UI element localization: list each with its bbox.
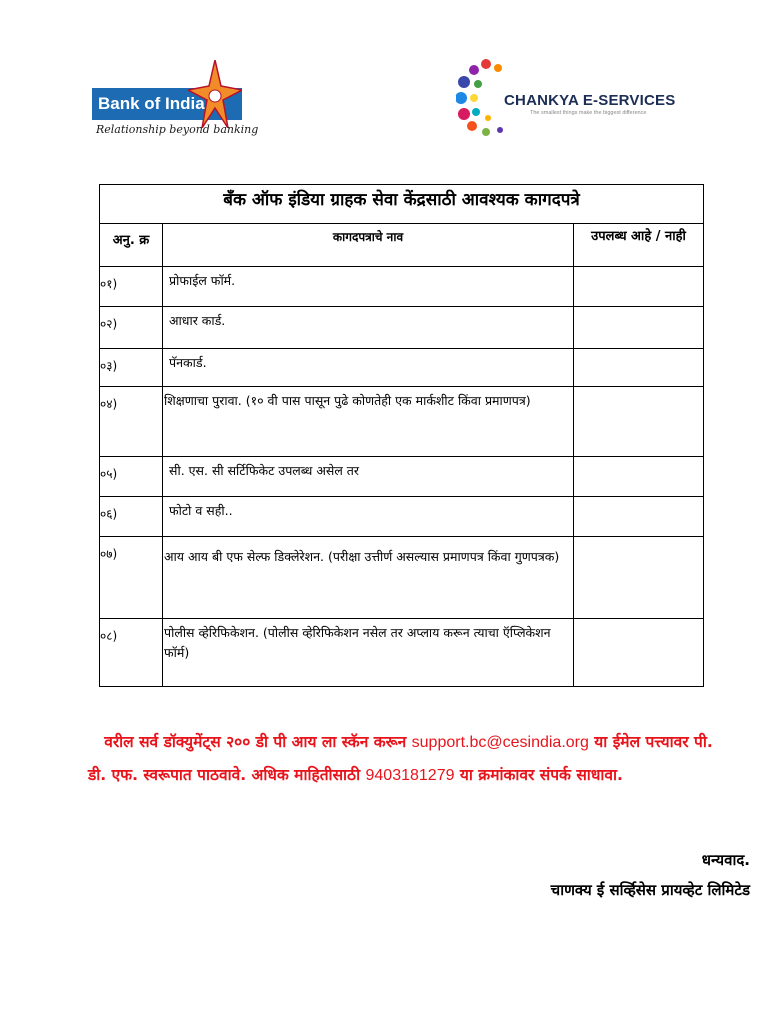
table-row <box>100 387 704 457</box>
support-email[interactable]: support.bc@cesindia.org <box>411 734 589 751</box>
row-document-name: शिक्षणाचा पुरावा. (१० वी पास पासून पुढे कोणतेही एक मार्कशीट किंवा प्रमाणपत्र) <box>163 387 574 457</box>
note-part1: वरील सर्व डॉक्युमेंट्स २०० डी पी आय ला स्कॅन करून <box>104 733 407 751</box>
note-part2: या ईमेल पत्त्यावर पी. डी. एफ. स्वरूपात पाठवावे. अधिक माहितीसाठी <box>88 733 713 784</box>
table-row <box>100 349 704 387</box>
row-serial: ०७) <box>100 537 163 619</box>
row-serial: ०२) <box>100 307 163 349</box>
header-serial: अनु. क्र <box>100 224 163 267</box>
row-availability-cell[interactable] <box>574 497 704 537</box>
row-availability-cell[interactable] <box>574 537 704 619</box>
row-availability-cell[interactable] <box>574 619 704 687</box>
row-serial: ०१) <box>100 267 163 307</box>
boi-tagline: Relationship beyond banking <box>96 123 259 136</box>
company-name: चाणक्य ई सर्व्हिसेस प्रायव्हेट लिमिटेड <box>550 881 750 899</box>
row-document-name: आय आय बी एफ सेल्फ डिक्लेरेशन. (परीक्षा उत्तीर्ण असल्यास प्रमाणपत्र किंवा गुणपत्रक) <box>163 537 574 619</box>
row-availability-cell[interactable] <box>574 349 704 387</box>
chankya-logo-name: CHANKYA E-SERVICES <box>504 92 676 109</box>
row-document-name: पोलीस व्हेरिफिकेशन. (पोलीस व्हेरिफिकेशन नसेल तर अप्लाय करून त्याचा ऍप्लिकेशन फॉर्म) <box>163 619 574 687</box>
row-serial: ०४) <box>100 387 163 457</box>
row-availability-cell[interactable] <box>574 387 704 457</box>
row-serial: ०३) <box>100 349 163 387</box>
thanks-text: धन्यवाद. <box>701 851 750 869</box>
row-document-name: सी. एस. सी सर्टिफिकेट उपलब्ध असेल तर <box>163 457 574 497</box>
boi-star-icon <box>188 60 242 128</box>
table-row <box>100 619 704 687</box>
row-serial: ०८) <box>100 619 163 687</box>
chankya-logo <box>456 58 686 138</box>
table-row <box>100 537 704 619</box>
contact-phone[interactable]: 9403181279 <box>365 767 455 784</box>
row-document-name: आधार कार्ड. <box>163 307 574 349</box>
row-serial: ०५) <box>100 457 163 497</box>
boi-logo-name: Bank of India <box>92 88 242 120</box>
table-row <box>100 267 704 307</box>
table-row <box>100 497 704 537</box>
row-availability-cell[interactable] <box>574 457 704 497</box>
instruction-note <box>88 726 728 792</box>
note-part3: या क्रमांकावर संपर्क साधावा. <box>459 766 623 784</box>
row-availability-cell[interactable] <box>574 267 704 307</box>
row-availability-cell[interactable] <box>574 307 704 349</box>
bank-of-india-logo <box>92 60 259 140</box>
chankya-tagline: The smallest things make the biggest difference <box>530 110 647 116</box>
documents-table <box>99 184 704 687</box>
row-document-name: पॅनकार्ड. <box>163 349 574 387</box>
header-document-name: कागदपत्राचे नाव <box>163 224 574 267</box>
row-document-name: प्रोफाईल फॉर्म. <box>163 267 574 307</box>
table-row <box>100 307 704 349</box>
row-serial: ०६) <box>100 497 163 537</box>
table-title: बॅंक ऑफ इंडिया ग्राहक सेवा केंद्रसाठी आवश्यक कागदपत्रे <box>100 185 704 224</box>
table-row <box>100 457 704 497</box>
row-document-name: फोटो व सही.. <box>163 497 574 537</box>
header-availability: उपलब्ध आहे / नाही <box>574 224 704 267</box>
